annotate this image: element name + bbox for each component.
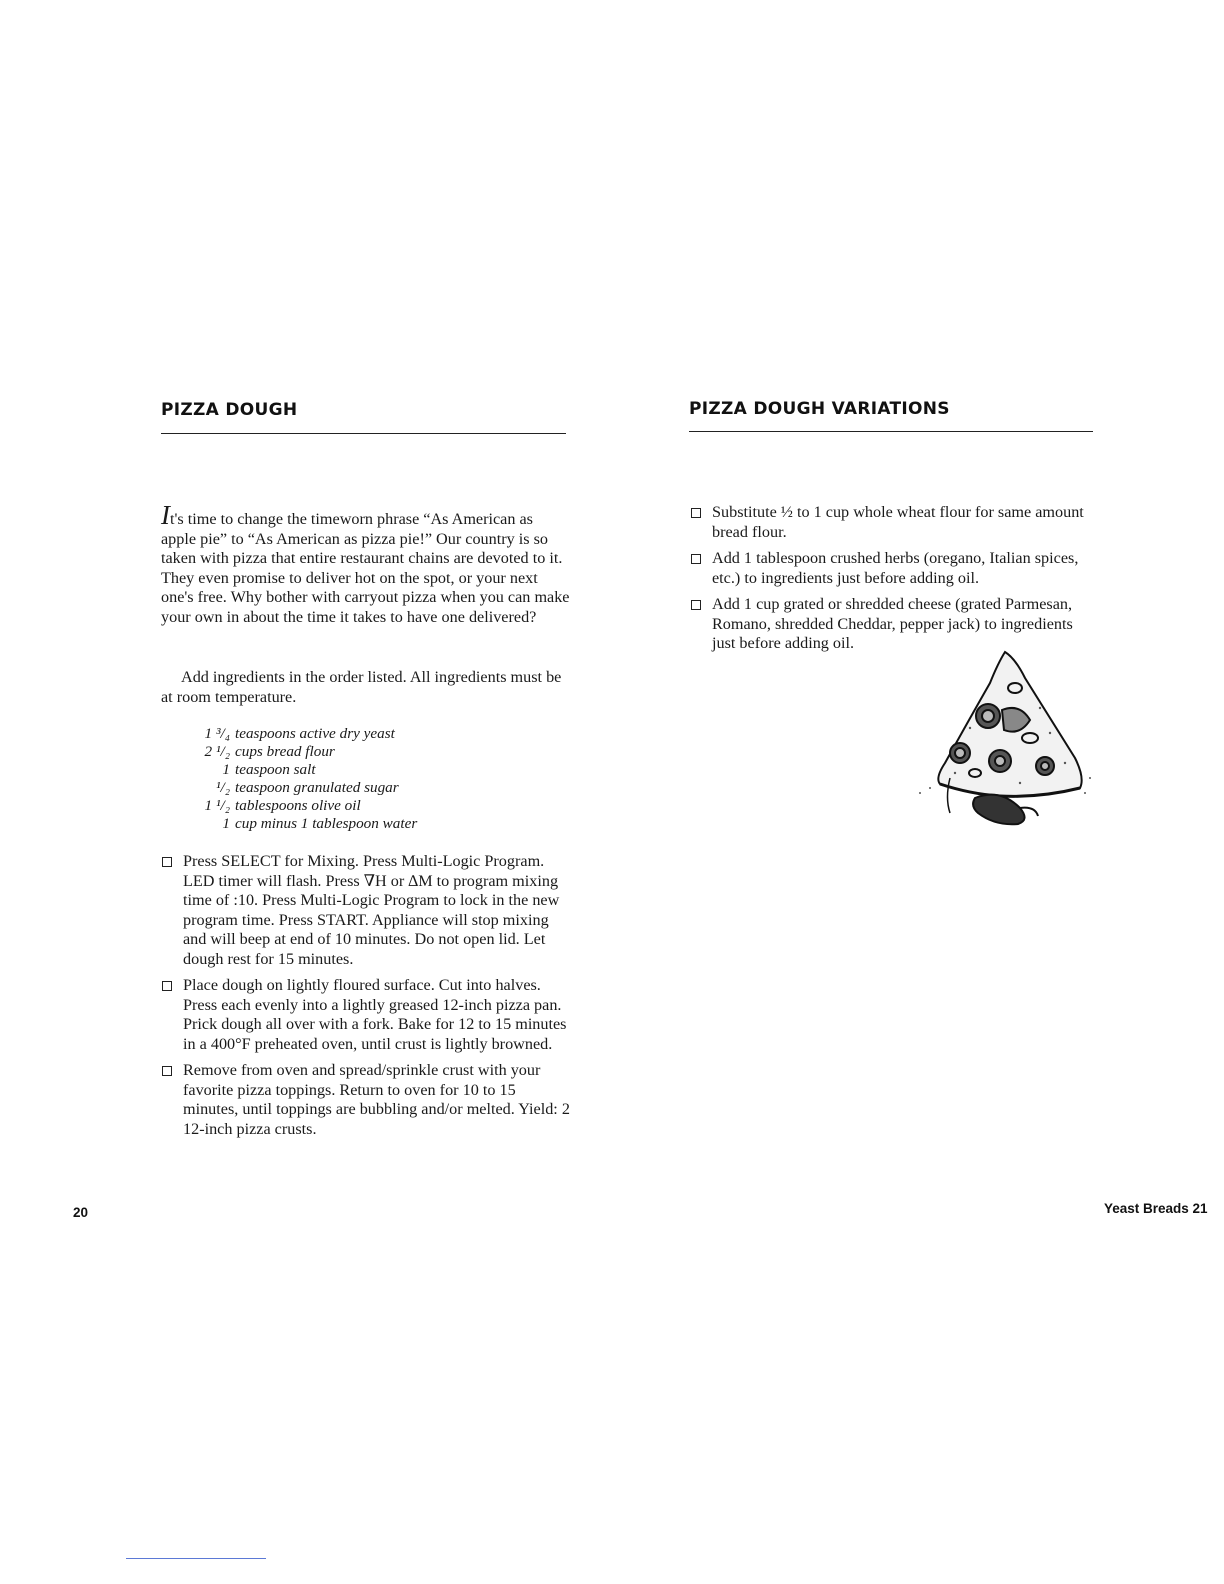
variation-text: Add 1 tablespoon crushed herbs (oregano, Italian spices, etc.) to ingredients just before adding oil. [712, 549, 1079, 587]
ingredient-name: cup minus 1 tablespoon water [235, 815, 418, 832]
ingredient-list [196, 725, 417, 833]
page-number-left: 20 [73, 1205, 89, 1220]
ingredient-qty: 1 ¹/₂ [204, 797, 230, 814]
intro-text: t's time to change the timeworn phrase “As American as apple pie” to “As American as pizza pie!” Our country is so taken with pizza that entire restaurant chains are devoted to it. They even promise to deliver hot on the spot, or your next one's free. Why bother with carryout pizza when you can make your own in about the time it takes to have one delivered? [161, 510, 570, 626]
step-text: Remove from oven and spread/sprinkle crust with your favorite pizza toppings. Return to oven for 10 to 15 minutes, until toppings are bubbling and/or melted. Yield: 2 12-inch pizza crusts. [183, 1061, 570, 1138]
variation-text: Substitute ½ to 1 cup whole wheat flour for same amount bread flour. [712, 503, 1084, 541]
ingredient-qty: 2 ¹/₂ [204, 743, 230, 760]
method-step [161, 976, 573, 1054]
ingredient-item [196, 815, 417, 833]
variation-text: Add 1 cup grated or shredded cheese (grated Parmesan, Romano, shredded Cheddar, pepper jack) to ingredients just before adding oil. [712, 595, 1073, 652]
step-text: Place dough on lightly floured surface. Cut into halves. Press each evenly into a lightly greased 12-inch pizza pan. Prick dough all over with a fork. Bake for 12 to 15 minutes in a 400°F preheated oven, until crust is lightly browned. [183, 976, 567, 1053]
ingredient-item [196, 761, 417, 779]
ingredient-name: teaspoons active dry yeast [235, 725, 395, 742]
ingredient-item [196, 797, 417, 815]
heading-rule-right [689, 431, 1093, 432]
method-step [161, 1061, 573, 1139]
ingredient-name: tablespoons olive oil [235, 797, 361, 814]
checkbox-square-icon [162, 981, 172, 991]
page-number-right: Yeast Breads 21 [1104, 1201, 1208, 1216]
variation-item [690, 595, 1090, 654]
pizza-slice-illustration-icon [890, 648, 1100, 833]
drop-cap: I [161, 500, 170, 530]
ingredient-qty: 1 [222, 761, 230, 778]
variation-item [690, 549, 1090, 588]
page-title-pizza-dough: PIZZA DOUGH [161, 400, 298, 420]
ingredient-qty: 1 [222, 815, 230, 832]
intro-paragraph [161, 500, 571, 627]
ingredient-name: cups bread flour [235, 743, 335, 760]
step-text: Press SELECT for Mixing. Press Multi-Logic Program. LED timer will flash. Press ∇H or ∆M to program mixing time of :10. Press Multi-Logic Program to lock in the new program time. Press START. Appliance will stop mixing and will beep at end of 10 minutes. Do not open lid. Let dough rest for 15 minutes. [183, 852, 560, 968]
ingredient-item [196, 743, 417, 761]
ingredient-item [196, 725, 417, 743]
ingredient-qty: ¹/₂ [215, 779, 230, 796]
variation-list [690, 503, 1090, 661]
method-steps [161, 852, 573, 1146]
method-step [161, 852, 573, 969]
footer-line [126, 1558, 266, 1559]
page-title-variations: PIZZA DOUGH VARIATIONS [689, 399, 950, 419]
checkbox-square-icon [691, 508, 701, 518]
heading-rule-left [161, 433, 566, 434]
checkbox-square-icon [691, 554, 701, 564]
checkbox-square-icon [162, 857, 172, 867]
variation-item [690, 503, 1090, 542]
ingredient-name: teaspoon salt [235, 761, 316, 778]
checkbox-square-icon [162, 1066, 172, 1076]
ingredient-name: teaspoon granulated sugar [235, 779, 399, 796]
checkbox-square-icon [691, 600, 701, 610]
instruction-note: Add ingredients in the order listed. All ingredients must be at room temperature. [161, 668, 562, 706]
ingredient-item [196, 779, 417, 797]
ingredient-qty: 1 ³/₄ [204, 725, 230, 742]
